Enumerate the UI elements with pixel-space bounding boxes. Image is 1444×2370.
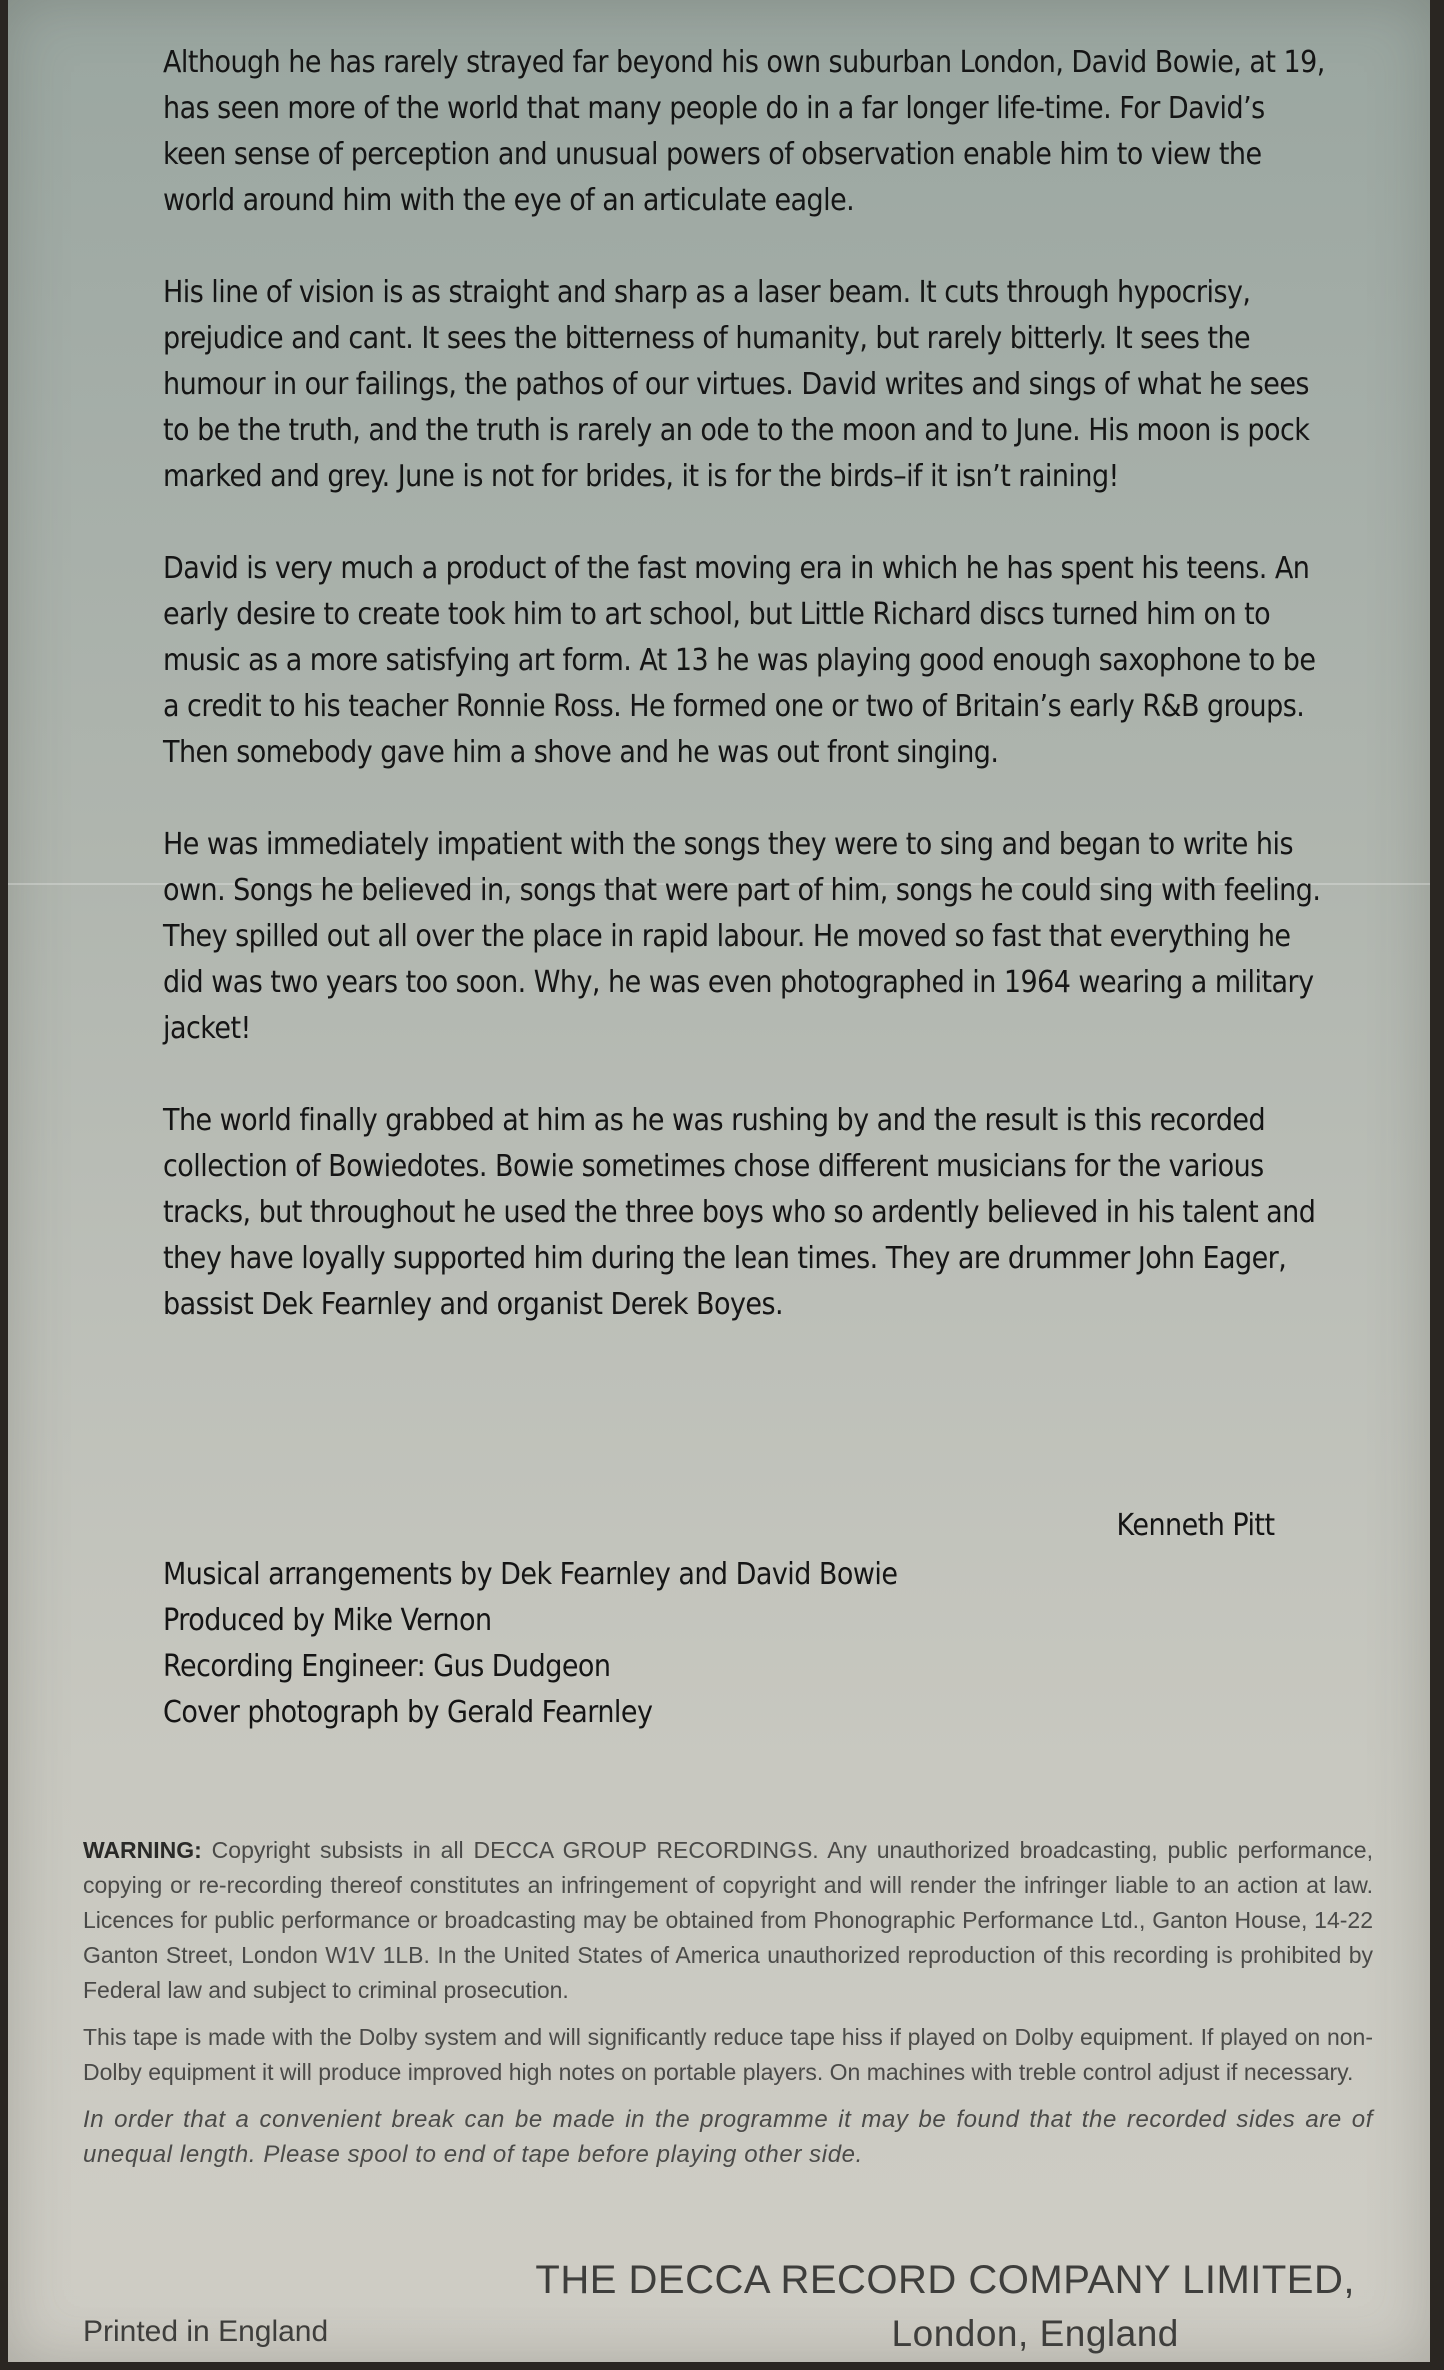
credits-block <box>163 1552 897 1736</box>
liner-notes-body <box>163 40 1325 1374</box>
credit-photograph: Cover photograph by Gerald Fearnley <box>163 1695 653 1730</box>
dolby-note: This tape is made with the Dolby system and will significantly reduce tape hiss if played on Dolby equipment. If played on non-Dolby equipment it will produce improved high notes on portable players. On machines with treble control adjust if necessary. <box>83 2024 1373 2085</box>
company-city: London, England <box>891 2313 1179 2354</box>
liner-notes-sheet <box>8 0 1430 2362</box>
legal-block <box>83 1833 1373 2184</box>
author-signature: Kenneth Pitt <box>1117 1508 1275 1543</box>
copyright-warning <box>83 1833 1373 2008</box>
printed-in-label: Printed in England <box>83 2315 329 2348</box>
notes-paragraph-2: His line of vision is as straight and sharp as a laser beam. It cuts through hypocrisy, prejudice and cant. It sees the bitterness of humanity, but rarely bitterly. It sees the humour in our failings, the pathos of our virtues. David writes and sings of what he sees to be the truth, and the truth is rarely an ode to the moon and to June. His moon is pock marked and grey. June is not for brides, it is for the birds–if it isn’t raining! <box>163 275 1310 494</box>
credit-arrangements: Musical arrangements by Dek Fearnley and David Bowie <box>163 1557 898 1592</box>
company-name: THE DECCA RECORD COMPANY LIMITED, <box>535 2258 1355 2302</box>
notes-paragraph-1: Although he has rarely strayed far beyond his own suburban London, David Bowie, at 19, has seen more of the world that many people do in a far longer life-time. For David’s keen sense of perception and unusual powers of observation enable him to view the world around him with the eye of an articulate eagle. <box>163 45 1325 218</box>
notes-paragraph-5: The world finally grabbed at him as he was rushing by and the result is this recorded collection of Bowiedotes. Bowie sometimes chose different musicians for the various tracks, but throughout he used the three boys who so ardently believed in his talent and they have loyally supported him during the lean times. They are drummer John Eager, bassist Dek Fearnley and organist Derek Boyes. <box>163 1103 1316 1322</box>
notes-paragraph-3: David is very much a product of the fast moving era in which he has spent his teens. An early desire to create took him to art school, but Little Richard discs turned him on to music as a more satisfying art form. At 13 he was playing good enough saxophone to be a credit to his teacher Ronnie Ross. He formed one or two of Britain’s early R&B groups. Then somebody gave him a shove and he was out front singing. <box>163 551 1316 770</box>
programme-break-note: In order that a convenient break can be made in the programme it may be found that the recorded sides are of unequal length. Please spool to end of tape before playing other side. <box>83 2106 1373 2168</box>
credit-engineer: Recording Engineer: Gus Dudgeon <box>163 1649 611 1684</box>
credit-producer: Produced by Mike Vernon <box>163 1603 492 1638</box>
notes-paragraph-4: He was immediately impatient with the songs they were to sing and began to write his own. Songs he believed in, songs that were part of him, songs he could sing with feeling. They spilled out all over the place in rapid labour. He moved so fast that everything he did was two years too soon. Why, he was even photographed in 1964 wearing a military jacket! <box>163 827 1321 1046</box>
company-name-block <box>535 2253 1355 2361</box>
warning-text: Copyright subsists in all DECCA GROUP RECORDINGS. Any unauthorized broadcasting, public performance, copying or re-recording thereof constitutes an infringement of copyright and will render the infringer liable to an action at law. Licences for public performance or broadcasting may be obtained from Phonographic Performance Ltd., Ganton House, 14-22 Ganton Street, London W1V 1LB. In the United States of America unauthorized reproduction of this recording is prohibited by Federal law and subject to criminal prosecution. <box>83 1837 1373 2003</box>
warning-label: WARNING: <box>83 1837 202 1863</box>
